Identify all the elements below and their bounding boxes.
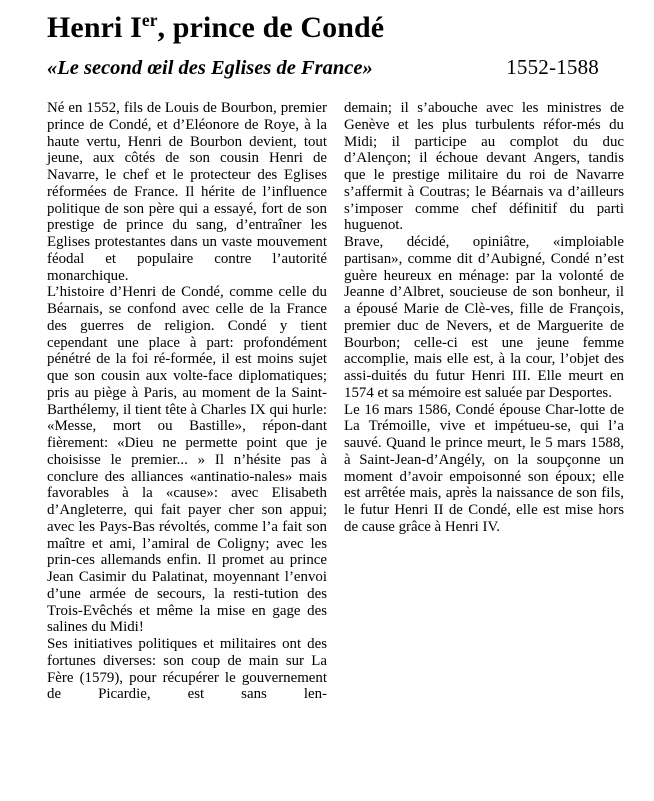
page-title-superscript: er [141, 10, 158, 30]
paragraph: Ses initiatives politiques et militaires ont des fortunes diverses: son coup de main sur La Fère (1579), pour récupérer le gouvernement de Picardie, est sans len- [47, 636, 327, 703]
subtitle-row [47, 55, 626, 80]
life-dates: 1552-1588 [506, 54, 599, 79]
paragraph: Brave, décidé, opiniâtre, «imploiable partisan», comme dit d’Aubigné, Condé n’est guère heureux en ménage: par la volonté de Jeanne d’Albret, soucieuse de son bonheur, il a épousé Marie de Clè-ves, fille de François, premier duc de Nevers, et de Marguerite de Bourbon; celle-ci est une jeune femme accomplie, mais elle est, à la cour, l’objet des assi-duités du futur Henri III. Elle meurt en 1574 et sa mémoire est saluée par Desportes. [344, 234, 624, 401]
body-columns [47, 100, 625, 703]
paragraph: demain; il s’abouche avec les ministres de Genève et les plus turbulents réfor-més du Midi; il participe au complot du duc d’Alençon; il échoue devant Angers, tandis que le prestige militaire du roi de Navarre s’affermit à Coutras; le Béarnais va d’ailleurs s’imposer comme chef définitif du parti huguenot. [344, 100, 624, 234]
document-header [0, 0, 654, 80]
page-title-rest: , prince de Condé [157, 11, 385, 44]
column-right [344, 100, 624, 703]
paragraph: Né en 1552, fils de Louis de Bourbon, premier prince de Condé, et d’Eléonore de Roye, à la haute vertu, Henri de Bourbon devient, tout jeune, aux côtés de son cousin Henri de Navarre, le chef et le protecteur des Eglises réformées de France. Il hérite de l’influence politique de son père qui a essayé, fort de son prestige de prince du sang, d’entraîner les Eglises protestantes dans un vaste mouvement féodal et populaire contre l’autorité monarchique. [47, 100, 327, 284]
paragraph: L’histoire d’Henri de Condé, comme celle du Béarnais, se confond avec celle de la France des guerres de religion. Condé y tient cependant une place à part: profondément pénétré de la foi ré-formée, il est moins sujet que son cousin aux volte-face diplomatiques; pris au piège à Paris, au moment de la Saint-Barthélemy, il tient tête à Charles IX qui hurle: «Messe, mort ou Bastille», répon-dant fièrement: «Dieu ne permette point que je choisisse le premier... » Il n’hésite pas à conclure des alliances «antinatio-nales» mais favorables à la «cause»: avec Elisabeth d’Angleterre, qui fait payer cher son appui; avec les Pays-Bas révoltés, comme l’a fait son maître et ami, l’amiral de Coligny; avec les prin-ces allemands enfin. Il promet au prince Jean Casimir du Palatinat, moyennant l’envoi d’une armée de secours, la resti-tution des Trois-Evêchés et même la mise en gage des salines du Midi! [47, 284, 327, 636]
page-title-main: Henri I [47, 11, 142, 44]
column-left [47, 100, 327, 703]
page-subtitle: «Le second œil des Eglises de France» [47, 56, 373, 79]
paragraph: Le 16 mars 1586, Condé épouse Char-lotte de La Trémoille, vive et impétueu-se, qui l’a sauvé. Quand le prince meurt, le 5 mars 1588, à Saint-Jean-d’Angély, on la soupçonne un moment d’avoir empoisonné son époux; elle est arrêtée mais, après la naissance de son fils, le futur Henri II de Condé, elle est mise hors de cause grâce à Henri IV. [344, 401, 624, 535]
page-title [47, 0, 626, 44]
